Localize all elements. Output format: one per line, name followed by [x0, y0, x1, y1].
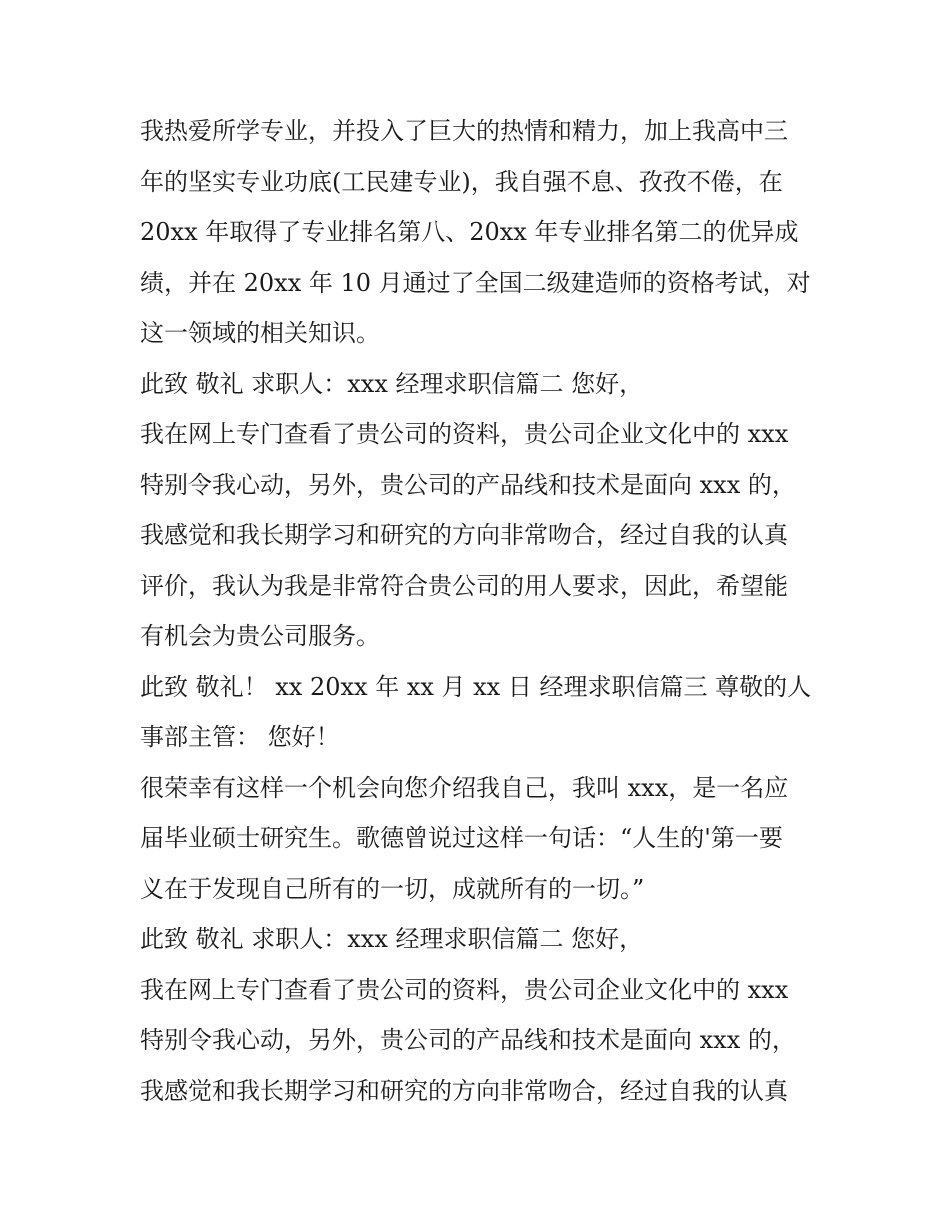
text-line: 我感觉和我长期学习和研究的方向非常吻合，经过自我的认真	[140, 1076, 788, 1105]
text-line: 评价，我认为我是非常符合贵公司的用人要求，因此，希望能	[140, 571, 788, 600]
text-line: 很荣幸有这样一个机会向您介绍我自己，我叫 xxx，是一名应	[140, 773, 789, 802]
text-line: 事部主管： 您好！	[140, 723, 340, 751]
text-line: 我感觉和我长期学习和研究的方向非常吻合，经过自我的认真	[140, 521, 788, 549]
text-line: 此致 敬礼！ xx 20xx 年 xx 月 xx 日 经理求职信篇三 尊敬的人	[140, 672, 812, 701]
text-line: 此致 敬礼 求职人：xxx 经理求职信篇二 您好，	[140, 925, 644, 953]
document-body	[140, 106, 820, 1116]
text-line: 义在于发现自己所有的一切，成就所有的一切。”	[140, 874, 645, 903]
text-line: 我在网上专门查看了贵公司的资料，贵公司企业文化中的 xxx	[140, 975, 789, 1004]
text-line: 届毕业硕士研究生。歌德曾说过这样一句话：“人生的'第一要	[140, 824, 783, 852]
text-line: 我在网上专门查看了贵公司的资料，贵公司企业文化中的 xxx	[140, 420, 789, 448]
text-line: 年的坚实专业功底(工民建专业)，我自强不息、孜孜不倦，在	[140, 167, 783, 196]
text-line: 20xx 年取得了专业排名第八、20xx 年专业排名第二的优异成	[140, 218, 799, 246]
text-line: 此致 敬礼 求职人：xxx 经理求职信篇二 您好，	[140, 369, 644, 398]
text-line: 绩，并在 20xx 年 10 月通过了全国二级建造师的资格考试，对	[140, 268, 811, 297]
text-line: 特别令我心动，另外，贵公司的产品线和技术是面向 xxx 的，	[140, 1026, 796, 1054]
text-line: 这一领域的相关知识。	[140, 319, 380, 347]
text-line: 有机会为贵公司服务。	[140, 622, 380, 650]
text-line: 特别令我心动，另外，贵公司的产品线和技术是面向 xxx 的，	[140, 470, 796, 499]
text-line: 我热爱所学专业，并投入了巨大的热情和精力，加上我高中三	[140, 117, 788, 145]
